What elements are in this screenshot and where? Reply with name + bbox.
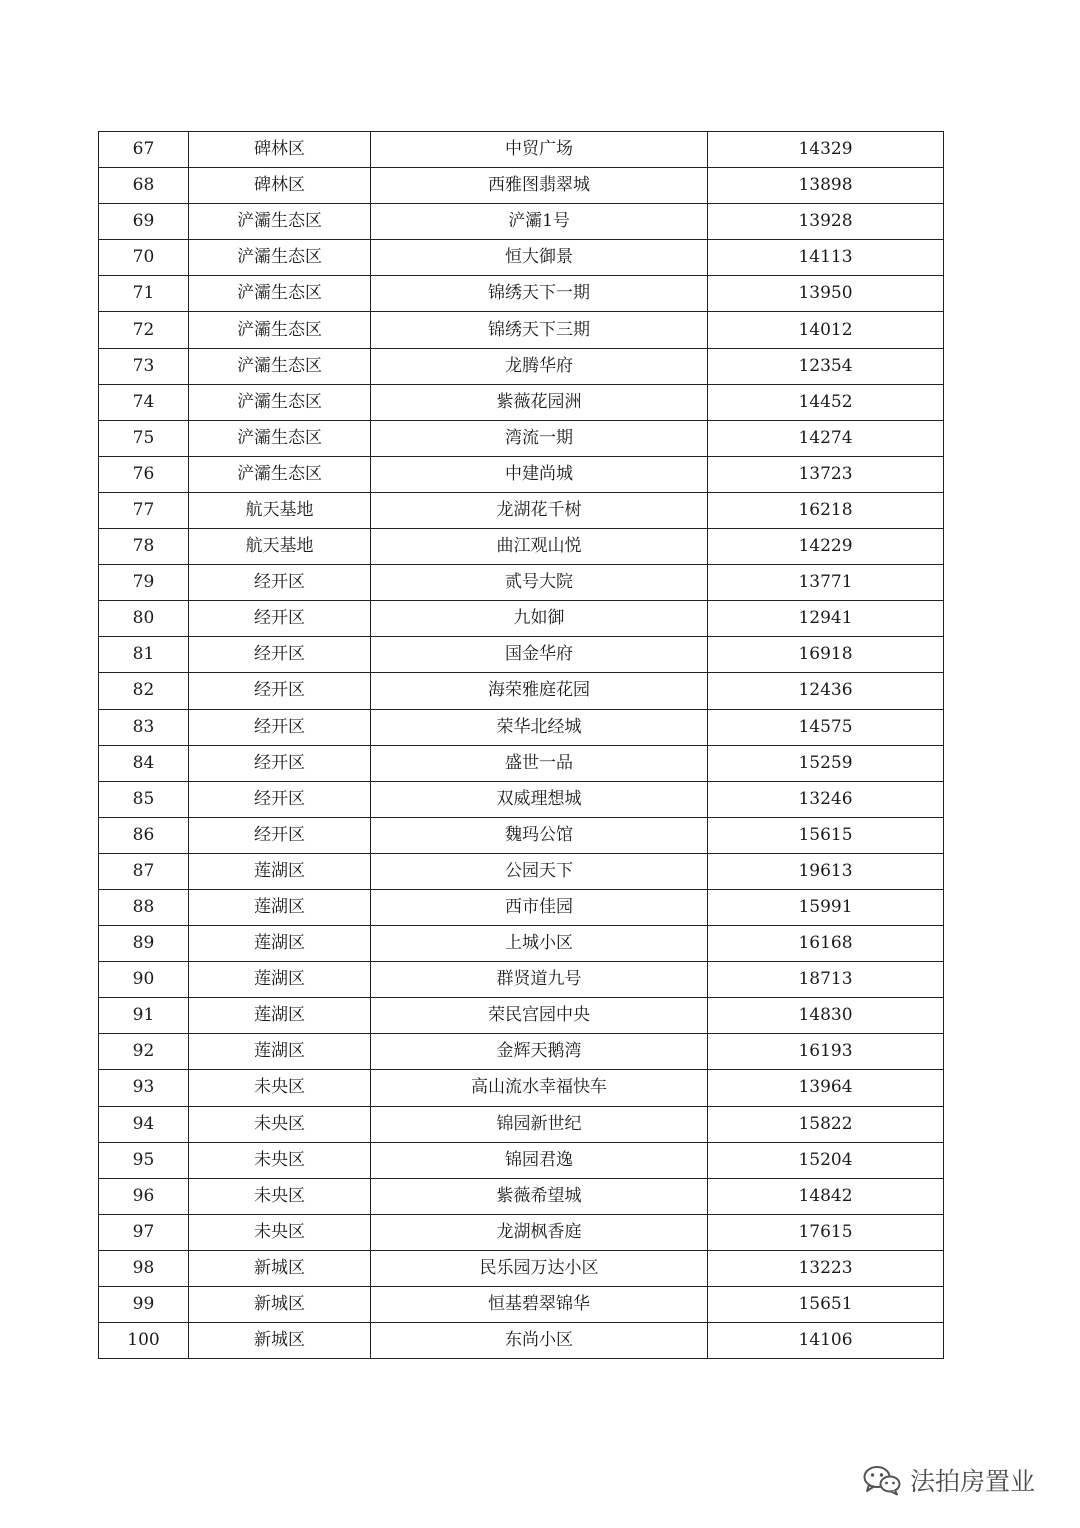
- table-row: [99, 456, 944, 492]
- table-row: [99, 384, 944, 420]
- table-row: [99, 168, 944, 204]
- project-name-cell: 贰号大院: [371, 565, 708, 601]
- row-number-cell: 95: [99, 1142, 189, 1178]
- table-row: [99, 565, 944, 601]
- project-name-cell: 湾流一期: [371, 420, 708, 456]
- district-cell: 经开区: [189, 781, 371, 817]
- price-cell: 14842: [708, 1178, 944, 1214]
- district-cell: 经开区: [189, 565, 371, 601]
- district-cell: 浐灞生态区: [189, 312, 371, 348]
- table-row: [99, 889, 944, 925]
- project-name-cell: 西市佳园: [371, 889, 708, 925]
- row-number-cell: 83: [99, 709, 189, 745]
- district-cell: 经开区: [189, 745, 371, 781]
- row-number-cell: 77: [99, 492, 189, 528]
- district-cell: 未央区: [189, 1070, 371, 1106]
- price-cell: 13928: [708, 204, 944, 240]
- price-cell: 14274: [708, 420, 944, 456]
- project-name-cell: 九如御: [371, 601, 708, 637]
- table-row: [99, 204, 944, 240]
- row-number-cell: 93: [99, 1070, 189, 1106]
- table-row: [99, 962, 944, 998]
- project-name-cell: 恒基碧翠锦华: [371, 1287, 708, 1323]
- row-number-cell: 71: [99, 276, 189, 312]
- project-name-cell: 曲江观山悦: [371, 529, 708, 565]
- row-number-cell: 68: [99, 168, 189, 204]
- table-row: [99, 745, 944, 781]
- price-cell: 15822: [708, 1106, 944, 1142]
- project-name-cell: 公园天下: [371, 853, 708, 889]
- table-row: [99, 1142, 944, 1178]
- project-name-cell: 西雅图翡翠城: [371, 168, 708, 204]
- row-number-cell: 88: [99, 889, 189, 925]
- district-cell: 莲湖区: [189, 998, 371, 1034]
- price-cell: 13950: [708, 276, 944, 312]
- price-cell: 13898: [708, 168, 944, 204]
- district-cell: 莲湖区: [189, 962, 371, 998]
- project-name-cell: 锦绣天下三期: [371, 312, 708, 348]
- table-row: [99, 492, 944, 528]
- row-number-cell: 69: [99, 204, 189, 240]
- table-row: [99, 1287, 944, 1323]
- table-row: [99, 420, 944, 456]
- table-row: [99, 276, 944, 312]
- project-name-cell: 中建尚城: [371, 456, 708, 492]
- table-row: [99, 1250, 944, 1286]
- table-row: [99, 709, 944, 745]
- district-cell: 经开区: [189, 601, 371, 637]
- project-name-cell: 东尚小区: [371, 1323, 708, 1359]
- table-row: [99, 853, 944, 889]
- price-cell: 18713: [708, 962, 944, 998]
- price-cell: 19613: [708, 853, 944, 889]
- price-cell: 14229: [708, 529, 944, 565]
- price-cell: 15204: [708, 1142, 944, 1178]
- table-row: [99, 781, 944, 817]
- row-number-cell: 74: [99, 384, 189, 420]
- row-number-cell: 67: [99, 132, 189, 168]
- price-cell: 14830: [708, 998, 944, 1034]
- price-cell: 15651: [708, 1287, 944, 1323]
- district-cell: 经开区: [189, 673, 371, 709]
- table-row: [99, 1070, 944, 1106]
- price-cell: 14329: [708, 132, 944, 168]
- project-name-cell: 上城小区: [371, 926, 708, 962]
- project-name-cell: 龙湖枫香庭: [371, 1214, 708, 1250]
- project-name-cell: 锦园君逸: [371, 1142, 708, 1178]
- row-number-cell: 80: [99, 601, 189, 637]
- price-cell: 15259: [708, 745, 944, 781]
- table-row: [99, 132, 944, 168]
- district-cell: 经开区: [189, 709, 371, 745]
- price-cell: 16918: [708, 637, 944, 673]
- table-row: [99, 817, 944, 853]
- project-name-cell: 群贤道九号: [371, 962, 708, 998]
- project-name-cell: 高山流水幸福快车: [371, 1070, 708, 1106]
- project-name-cell: 盛世一品: [371, 745, 708, 781]
- price-cell: 16193: [708, 1034, 944, 1070]
- project-name-cell: 锦绣天下一期: [371, 276, 708, 312]
- district-cell: 浐灞生态区: [189, 204, 371, 240]
- price-cell: 15615: [708, 817, 944, 853]
- table-row: [99, 529, 944, 565]
- district-cell: 经开区: [189, 637, 371, 673]
- district-cell: 新城区: [189, 1323, 371, 1359]
- table-row: [99, 1034, 944, 1070]
- district-cell: 浐灞生态区: [189, 276, 371, 312]
- row-number-cell: 91: [99, 998, 189, 1034]
- district-cell: 未央区: [189, 1214, 371, 1250]
- table-row: [99, 926, 944, 962]
- table-row: [99, 601, 944, 637]
- district-cell: 未央区: [189, 1106, 371, 1142]
- project-name-cell: 金辉天鹅湾: [371, 1034, 708, 1070]
- price-cell: 16168: [708, 926, 944, 962]
- price-cell: 16218: [708, 492, 944, 528]
- price-cell: 12941: [708, 601, 944, 637]
- price-cell: 13246: [708, 781, 944, 817]
- table-body: [99, 132, 944, 1359]
- table-row: [99, 637, 944, 673]
- price-cell: 17615: [708, 1214, 944, 1250]
- row-number-cell: 96: [99, 1178, 189, 1214]
- row-number-cell: 70: [99, 240, 189, 276]
- price-cell: 15991: [708, 889, 944, 925]
- district-cell: 未央区: [189, 1142, 371, 1178]
- price-cell: 14452: [708, 384, 944, 420]
- district-cell: 浐灞生态区: [189, 384, 371, 420]
- table-row: [99, 1214, 944, 1250]
- row-number-cell: 73: [99, 348, 189, 384]
- row-number-cell: 97: [99, 1214, 189, 1250]
- table-row: [99, 348, 944, 384]
- table-row: [99, 1323, 944, 1359]
- price-cell: 13223: [708, 1250, 944, 1286]
- table-row: [99, 312, 944, 348]
- price-cell: 13771: [708, 565, 944, 601]
- project-name-cell: 海荣雅庭花园: [371, 673, 708, 709]
- table-row: [99, 240, 944, 276]
- price-cell: 14575: [708, 709, 944, 745]
- project-name-cell: 锦园新世纪: [371, 1106, 708, 1142]
- row-number-cell: 87: [99, 853, 189, 889]
- project-name-cell: 荣民宫园中央: [371, 998, 708, 1034]
- table-row: [99, 998, 944, 1034]
- project-name-cell: 国金华府: [371, 637, 708, 673]
- row-number-cell: 86: [99, 817, 189, 853]
- row-number-cell: 94: [99, 1106, 189, 1142]
- district-cell: 航天基地: [189, 492, 371, 528]
- row-number-cell: 78: [99, 529, 189, 565]
- project-name-cell: 民乐园万达小区: [371, 1250, 708, 1286]
- district-cell: 经开区: [189, 817, 371, 853]
- row-number-cell: 90: [99, 962, 189, 998]
- district-cell: 碑林区: [189, 168, 371, 204]
- row-number-cell: 92: [99, 1034, 189, 1070]
- district-cell: 新城区: [189, 1250, 371, 1286]
- district-cell: 新城区: [189, 1287, 371, 1323]
- district-cell: 莲湖区: [189, 853, 371, 889]
- row-number-cell: 76: [99, 456, 189, 492]
- row-number-cell: 82: [99, 673, 189, 709]
- price-cell: 13723: [708, 456, 944, 492]
- price-cell: 13964: [708, 1070, 944, 1106]
- project-name-cell: 中贸广场: [371, 132, 708, 168]
- price-cell: 14113: [708, 240, 944, 276]
- price-cell: 12354: [708, 348, 944, 384]
- row-number-cell: 99: [99, 1287, 189, 1323]
- wechat-icon: [862, 1464, 902, 1496]
- project-name-cell: 双威理想城: [371, 781, 708, 817]
- project-name-cell: 紫薇希望城: [371, 1178, 708, 1214]
- project-name-cell: 龙腾华府: [371, 348, 708, 384]
- project-name-cell: 荣华北经城: [371, 709, 708, 745]
- price-cell: 14106: [708, 1323, 944, 1359]
- project-name-cell: 恒大御景: [371, 240, 708, 276]
- row-number-cell: 81: [99, 637, 189, 673]
- project-name-cell: 浐灞1号: [371, 204, 708, 240]
- row-number-cell: 84: [99, 745, 189, 781]
- listing-table: [98, 131, 944, 1359]
- district-cell: 航天基地: [189, 529, 371, 565]
- district-cell: 莲湖区: [189, 1034, 371, 1070]
- row-number-cell: 89: [99, 926, 189, 962]
- row-number-cell: 79: [99, 565, 189, 601]
- district-cell: 碑林区: [189, 132, 371, 168]
- district-cell: 莲湖区: [189, 926, 371, 962]
- price-cell: 12436: [708, 673, 944, 709]
- table-row: [99, 673, 944, 709]
- row-number-cell: 85: [99, 781, 189, 817]
- table-row: [99, 1106, 944, 1142]
- project-name-cell: 紫薇花园洲: [371, 384, 708, 420]
- row-number-cell: 98: [99, 1250, 189, 1286]
- district-cell: 莲湖区: [189, 889, 371, 925]
- row-number-cell: 75: [99, 420, 189, 456]
- watermark-text: 法拍房置业: [910, 1467, 1036, 1496]
- table-row: [99, 1178, 944, 1214]
- district-cell: 浐灞生态区: [189, 456, 371, 492]
- district-cell: 未央区: [189, 1178, 371, 1214]
- project-name-cell: 魏玛公馆: [371, 817, 708, 853]
- district-cell: 浐灞生态区: [189, 348, 371, 384]
- district-cell: 浐灞生态区: [189, 420, 371, 456]
- row-number-cell: 100: [99, 1323, 189, 1359]
- price-cell: 14012: [708, 312, 944, 348]
- district-cell: 浐灞生态区: [189, 240, 371, 276]
- project-name-cell: 龙湖花千树: [371, 492, 708, 528]
- account-watermark: [862, 1458, 1035, 1502]
- row-number-cell: 72: [99, 312, 189, 348]
